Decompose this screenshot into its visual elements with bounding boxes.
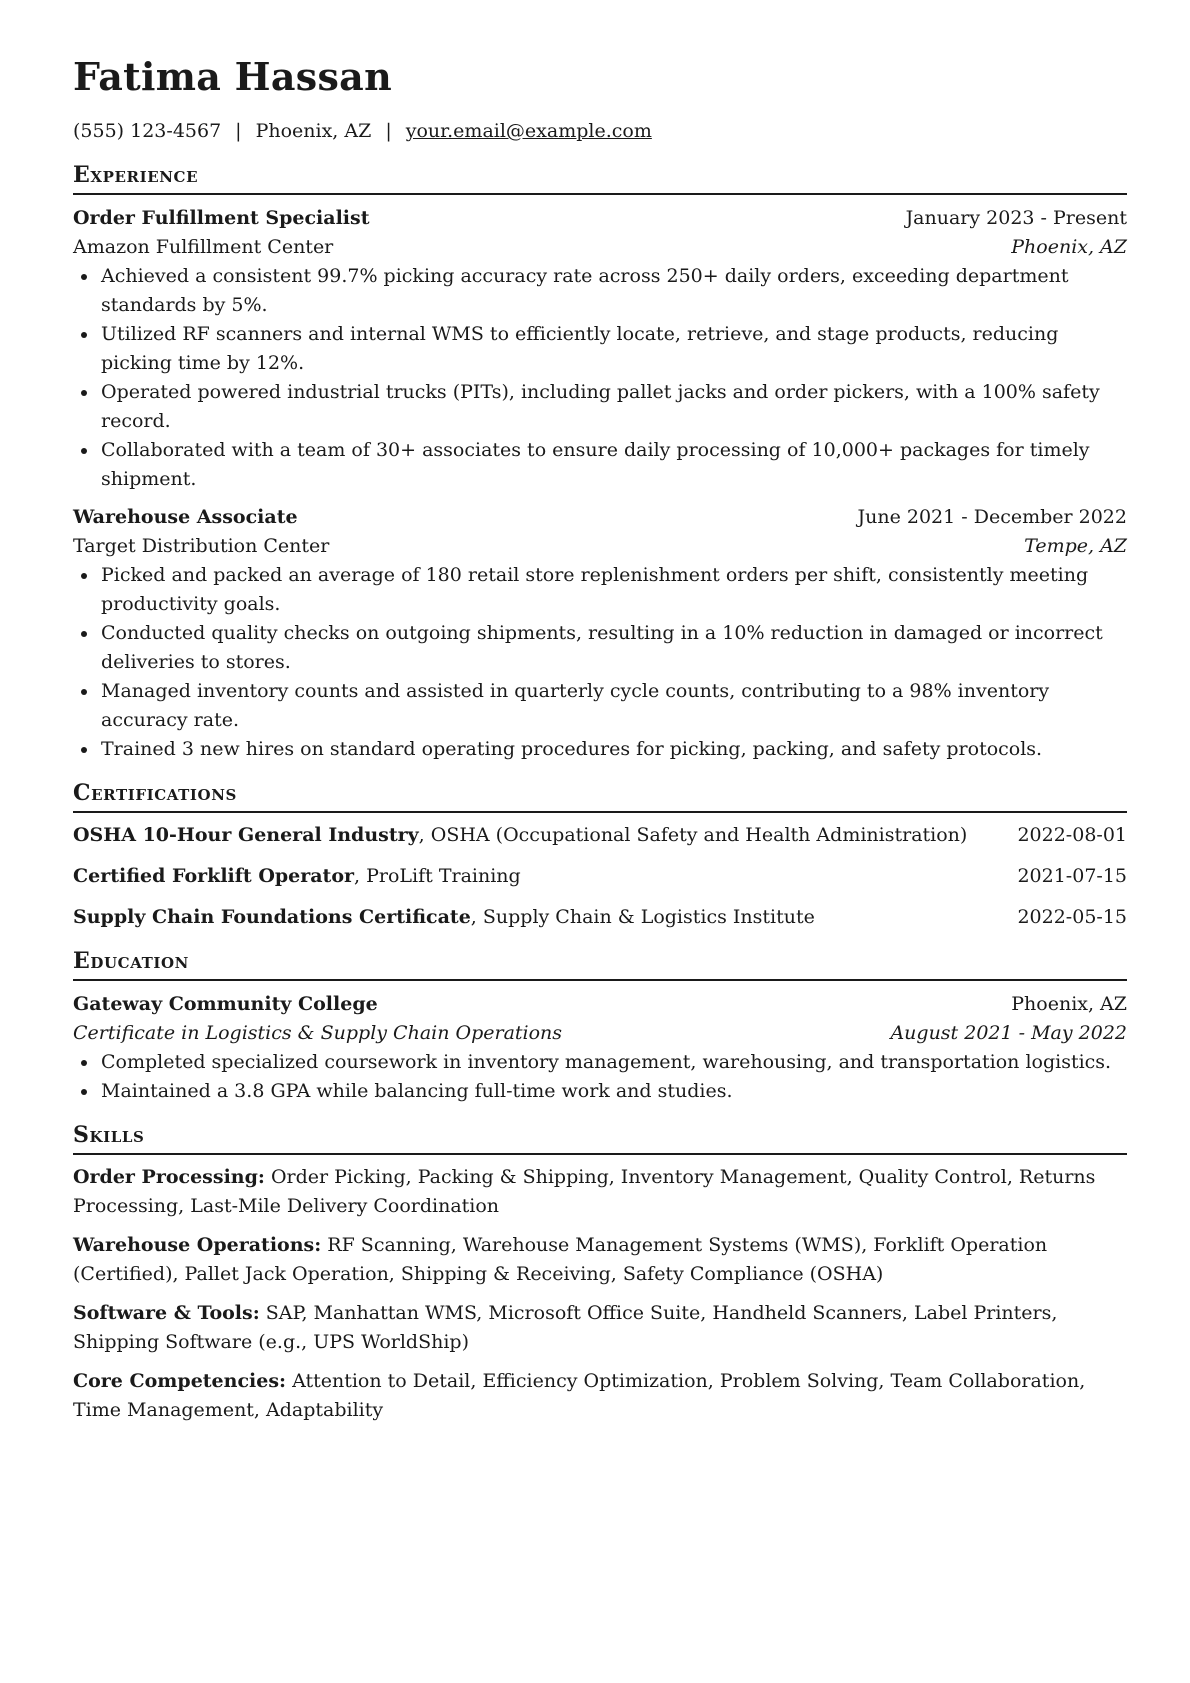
job-dates: June 2021 - December 2022 (857, 506, 1127, 528)
list-item: Completed specialized coursework in inventory management, warehousing, and transportation logistics. (101, 1048, 1127, 1077)
separator: | (235, 120, 242, 142)
job-title: Order Fulfillment Specialist (73, 207, 370, 229)
skill-label: Order Processing: (73, 1166, 265, 1188)
candidate-name: Fatima Hassan (73, 54, 393, 99)
cert-date: 2022-08-01 (1017, 824, 1127, 846)
resume-page (73, 54, 1127, 1425)
education-entry (73, 990, 1127, 1106)
list-item: Picked and packed an average of 180 retail store replenishment orders per shift, consistently meeting productivity goals. (101, 561, 1127, 619)
cert-issuer: , OSHA (Occupational Safety and Health Administration) (418, 824, 968, 846)
cert-date: 2022-05-15 (1017, 906, 1127, 928)
skill-group (73, 1367, 1127, 1425)
skill-label: Core Competencies: (73, 1370, 287, 1392)
cert-row (73, 903, 1127, 932)
list-item: Operated powered industrial trucks (PITs), including pallet jacks and order pickers, with a 100% safety record. (101, 378, 1127, 436)
skill-group (73, 1231, 1127, 1289)
list-item: Achieved a consistent 99.7% picking accuracy rate across 250+ daily orders, exceeding department standards by 5%. (101, 262, 1127, 320)
education-heading: Education (73, 948, 1127, 981)
cert-name: Certified Forklift Operator (73, 865, 355, 887)
skills-list (73, 1163, 1127, 1425)
skill-text: RF Scanning, Warehouse Management Systems (WMS), Forklift Operation (Certified), Pallet Jack Operation, Shipping & Receiving, Safety Compliance (OSHA) (73, 1234, 1048, 1285)
skill-text: SAP, Manhattan WMS, Microsoft Office Suite, Handheld Scanners, Label Printers, Shipping Software (e.g., UPS WorldShip) (73, 1302, 1058, 1353)
phone-number: (555) 123-4567 (73, 120, 222, 142)
job-location: Phoenix, AZ (1011, 236, 1127, 258)
skill-text: Attention to Detail, Efficiency Optimization, Problem Solving, Team Collaboration, Time Management, Adaptability (73, 1370, 1086, 1421)
job-location: Tempe, AZ (1024, 535, 1127, 557)
cert-row (73, 821, 1127, 850)
certifications-heading: Certifications (73, 780, 1127, 813)
list-item: Utilized RF scanners and internal WMS to efficiently locate, retrieve, and stage products, reducing picking time by 12%. (101, 320, 1127, 378)
skill-text: Order Picking, Packing & Shipping, Inventory Management, Quality Control, Returns Processing, Last-Mile Delivery Coordination (73, 1166, 1096, 1217)
cert-date: 2021-07-15 (1017, 865, 1127, 887)
separator: | (385, 120, 392, 142)
certifications-list (73, 821, 1127, 932)
company-name: Amazon Fulfillment Center (73, 236, 334, 258)
job-dates: January 2023 - Present (905, 207, 1127, 229)
cert-name: OSHA 10-Hour General Industry (73, 824, 419, 846)
location: Phoenix, AZ (255, 120, 372, 142)
skill-label: Warehouse Operations: (73, 1234, 322, 1256)
education-dates: August 2021 - May 2022 (890, 1022, 1127, 1044)
company-name: Target Distribution Center (73, 535, 330, 557)
list-item: Trained 3 new hires on standard operating procedures for picking, packing, and safety protocols. (101, 735, 1127, 764)
education-bullets (73, 1048, 1127, 1106)
cert-name: Supply Chain Foundations Certificate (73, 906, 471, 928)
cert-issuer: , ProLift Training (354, 865, 521, 887)
list-item: Collaborated with a team of 30+ associates to ensure daily processing of 10,000+ packages for timely shipment. (101, 436, 1127, 494)
cert-row (73, 862, 1127, 891)
job-entry (73, 204, 1127, 494)
program-name: Certificate in Logistics & Supply Chain Operations (73, 1022, 563, 1044)
skill-label: Software & Tools: (73, 1302, 260, 1324)
job-entry (73, 503, 1127, 764)
job-bullets (73, 561, 1127, 764)
job-title: Warehouse Associate (73, 506, 298, 528)
skill-group (73, 1299, 1127, 1357)
list-item: Managed inventory counts and assisted in quarterly cycle counts, contributing to a 98% inventory accuracy rate. (101, 677, 1127, 735)
job-bullets (73, 262, 1127, 494)
email-link[interactable]: your.email@example.com (405, 120, 652, 142)
list-item: Maintained a 3.8 GPA while balancing full-time work and studies. (101, 1077, 1127, 1106)
list-item: Conducted quality checks on outgoing shipments, resulting in a 10% reduction in damaged or incorrect deliveries to stores. (101, 619, 1127, 677)
contact-line (73, 120, 1127, 142)
experience-heading: Experience (73, 162, 1127, 195)
school-name: Gateway Community College (73, 993, 378, 1015)
cert-issuer: , Supply Chain & Logistics Institute (470, 906, 815, 928)
school-location: Phoenix, AZ (1011, 993, 1127, 1015)
skills-heading: Skills (73, 1122, 1127, 1155)
skill-group (73, 1163, 1127, 1221)
